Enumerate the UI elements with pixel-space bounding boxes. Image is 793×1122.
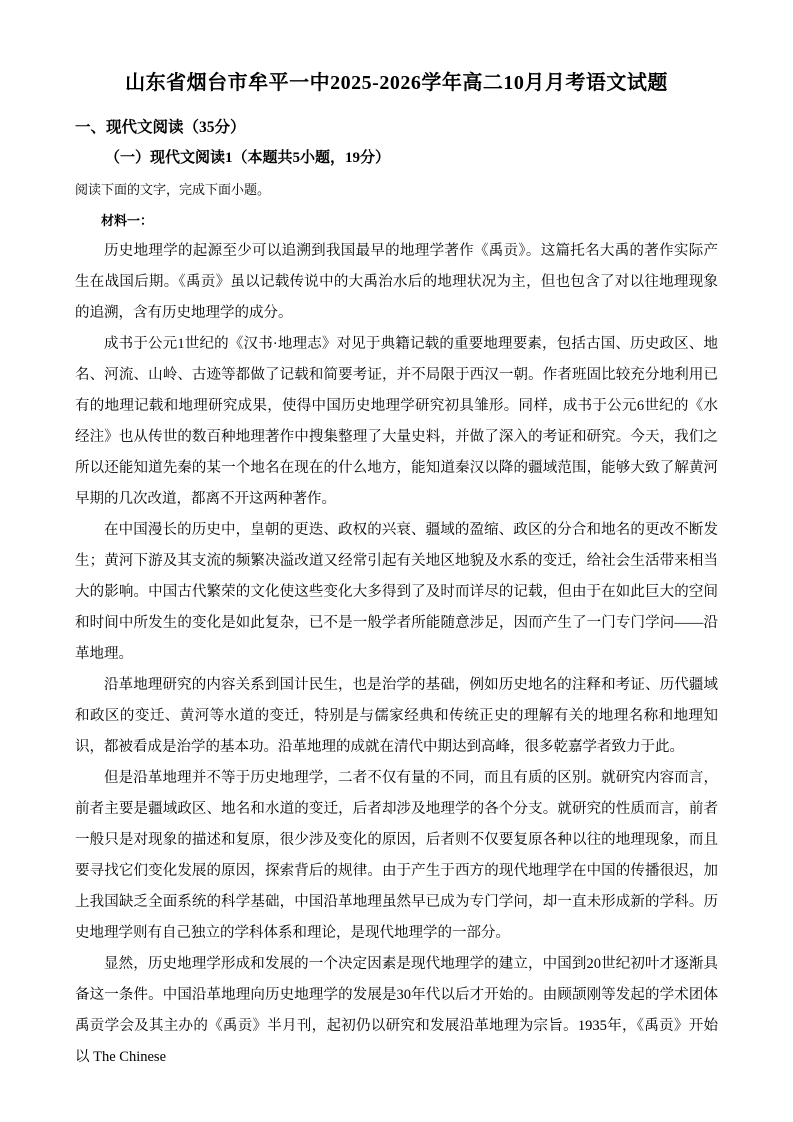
instruction-text: 阅读下面的文字，完成下面小题。 xyxy=(75,182,271,197)
paragraph-origin-of-historical-geography: 历史地理学的起源至少可以追溯到我国最早的地理学著作《禹贡》。这篇托名大禹的著作实际产生在战国后期。《禹贡》虽以记载传说中的大禹治水后的地理状况为主，但也包含了对以往地理现象的追溯，含有历史地理学的成分。 xyxy=(75,243,718,321)
paragraph-hanshu-and-shuijingzhu: 成书于公元1世纪的《汉书·地理志》对见于典籍记载的重要地理要素，包括古国、历史政区、地名、河流、山岭、古迹等都做了记载和简要考证，并不局限于西汉一朝。作者班固比较充分地利用已有的地理记载和地理研究成果，使得中国历史地理学研究初具雏形。同样，成书于公元6世纪的《水经注》也从传世的数百种地理著作中搜集整理了大量史料，并做了深入的考证和研究。今天，我们之所以还能知道先秦的某一个地名在现在的什么地方，能知道秦汉以降的疆域范围，能够大致了解黄河早期的几次改道，都离不开这两种著作。 xyxy=(75,336,718,507)
paragraph-yange-dili-emergence: 在中国漫长的历史中，皇朝的更迭、政权的兴衰、疆域的盈缩、政区的分合和地名的更改不断发生；黄河下游及其支流的频繁决溢改道又经常引起有关地区地貌及水系的变迁，给社会生活带来相当大的影响。中国古代繁荣的文化使这些变化大多得到了及时而详尽的记载，但由于在如此巨大的空间和时间中所发生的变化是如此复杂，已不是一般学者所能随意涉足，因而产生了一门专门学问——沿革地理。 xyxy=(75,522,718,662)
paragraph-yange-dili-content: 沿革地理研究的内容关系到国计民生，也是治学的基础，例如历史地名的注释和考证、历代疆域和政区的变迁、黄河等水道的变迁，特别是与儒家经典和传统正史的理解有关的地理名称和地理知识，都被看成是治学的基本功。沿革地理的成就在清代中期达到高峰，很多乾嘉学者致力于此。 xyxy=(75,677,718,755)
document-title: 山东省烟台市牟平一中2025-2026学年高二10月月考语文试题 xyxy=(125,72,668,94)
paragraph-modern-development: 显然，历史地理学形成和发展的一个决定因素是现代地理学的建立，中国到20世纪初叶才逐渐具备这一条件。中国沿革地理向历史地理学的发展是30年代以后才开始的。由顾颉刚等发起的学术团体禹贡学会及其主办的《禹贡》半月刊，起初仍以研究和发展沿革地理为宗旨。1935年，《禹贡》开始以 The Chinese xyxy=(75,956,718,1065)
subsection-heading-reading-1: （一）现代文阅读1（本题共5小题，19分） xyxy=(105,150,391,166)
paragraph-difference-from-historical-geography: 但是沿革地理并不等于历史地理学，二者不仅有量的不同，而且有质的区别。就研究内容而言，前者主要是疆域政区、地名和水道的变迁，后者却涉及地理学的各个分支。就研究的性质而言，前者一般只是对现象的描述和复原，很少涉及变化的原因，后者则不仅要复原各种以往的地理现象，而且要寻找它们变化发展的原因，探索背后的规律。由于产生于西方的现代地理学在中国的传播很迟，加上我国缺乏全面系统的科学基础，中国沿革地理虽然早已成为专门学问，却一直未形成新的学科。历史地理学则有自己独立的学科体系和理论，是现代地理学的一部分。 xyxy=(75,770,718,941)
section-heading-modern-reading: 一、现代文阅读（35分） xyxy=(75,119,246,136)
material-one-label: 材料一： xyxy=(101,213,154,228)
